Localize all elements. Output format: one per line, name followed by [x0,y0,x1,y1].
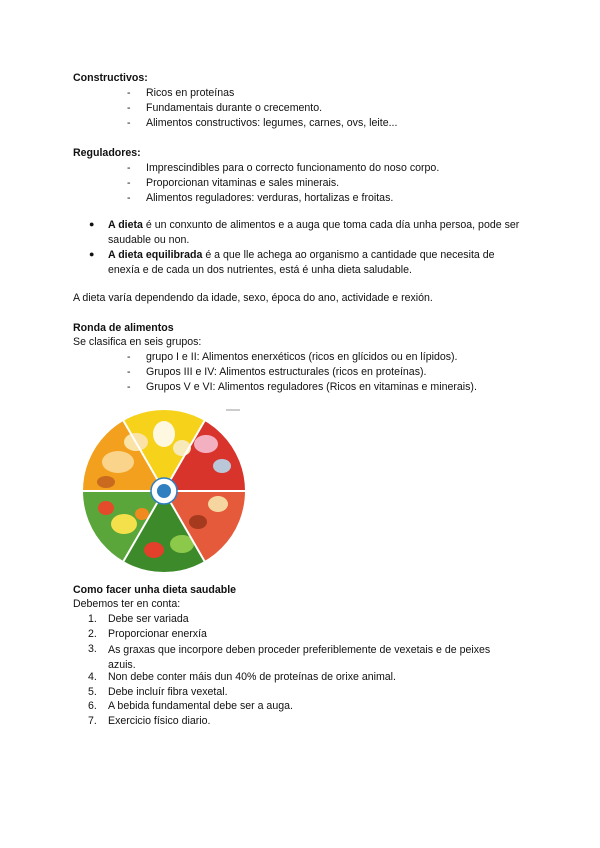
dash-bullet: - [127,162,131,174]
list-number: 4. [88,671,97,683]
list-item: Debe ser variada [108,613,189,625]
list-item: Ricos en proteínas [146,87,235,99]
list-number: 2. [88,628,97,640]
constructivos-heading: Constructivos: [73,72,148,84]
definition-text: é un conxunto de alimentos e a auga que toma cada día unha persoa, pode ser saudable ou non. [108,219,520,246]
definition-term: A dieta equilibrada [108,249,203,261]
list-item: Imprescindibles para o correcto funcionamento do noso corpo. [146,162,440,174]
pasta-shape [97,476,115,488]
list-number: 1. [88,613,97,625]
dieta-heading: Como facer unha dieta saudable [73,584,237,596]
food-wheel-illustration [78,404,254,578]
dot-bullet: ● [89,219,95,229]
tomato-shape [144,542,164,558]
list-item: Exercicio físico diario. [108,715,211,727]
fruit-shape [111,514,137,534]
dash-bullet: - [127,102,131,114]
milk-shape [153,421,175,447]
list-item: Fundamentais durante o crecemento. [146,102,323,114]
list-item: Proporcionar enerxía [108,628,207,640]
dash-bullet: - [127,381,131,393]
dash-bullet: - [127,177,131,189]
fish-shape [213,459,231,473]
reguladores-heading: Reguladores: [73,147,141,159]
variation-paragraph: A dieta varía dependendo da idade, sexo, época do ano, actividade e rexión. [73,292,433,304]
meat-shape [194,435,218,453]
runner-icon [157,484,171,498]
list-item: Alimentos constructivos: legumes, carnes, ovs, leite... [146,117,398,129]
list-number: 7. [88,715,97,727]
list-item: As graxas que incorpore deben proceder preferiblemente de vexetais e de peixes azuis. [108,644,491,671]
list-item: Alimentos reguladores: verduras, hortalizas e froitas. [146,192,394,204]
list-number: 6. [88,700,97,712]
dash-bullet: - [127,87,131,99]
definition-text: é a que lle achega ao organismo a cantidade que necesita de enexía e de cada un dos nutrientes, está é unha dieta saludable. [108,249,495,276]
list-item: A bebida fundamental debe ser a auga. [108,700,293,712]
dash-bullet: - [127,351,131,363]
definition-dieta [108,218,528,248]
dash-bullet: - [127,366,131,378]
list-item: Non debe conter máis dun 40% de proteínas de orixe animal. [108,671,396,683]
list-item: grupo I e II: Alimentos enerxéticos (ricos en glícidos ou en lípidos). [146,351,458,363]
list-item: Grupos V e VI: Alimentos reguladores (Ricos en vitaminas e minerais). [146,381,477,393]
egg-shape [208,496,228,512]
bread-shape [102,451,134,473]
list-number: 3. [88,643,97,655]
list-item: Grupos III e IV: Alimentos estructurales (ricos en proteínas). [146,366,427,378]
definition-term: A dieta [108,219,143,231]
dot-bullet: ● [89,249,95,259]
list-number: 5. [88,686,97,698]
ronda-intro: Se clasifica en seis grupos: [73,336,202,348]
dash-bullet: - [127,117,131,129]
list-item: Debe incluír fibra vexetal. [108,686,228,698]
ronda-heading: Ronda de alimentos [73,322,174,334]
legume-shape [189,515,207,529]
definition-dieta-equilibrada [108,248,528,278]
list-item: Proporcionan vitaminas e sales minerais. [146,177,340,189]
fruit-shape [98,501,114,515]
fruit-shape [135,508,149,520]
dash-bullet: - [127,192,131,204]
dieta-intro: Debemos ter en conta: [73,598,181,610]
